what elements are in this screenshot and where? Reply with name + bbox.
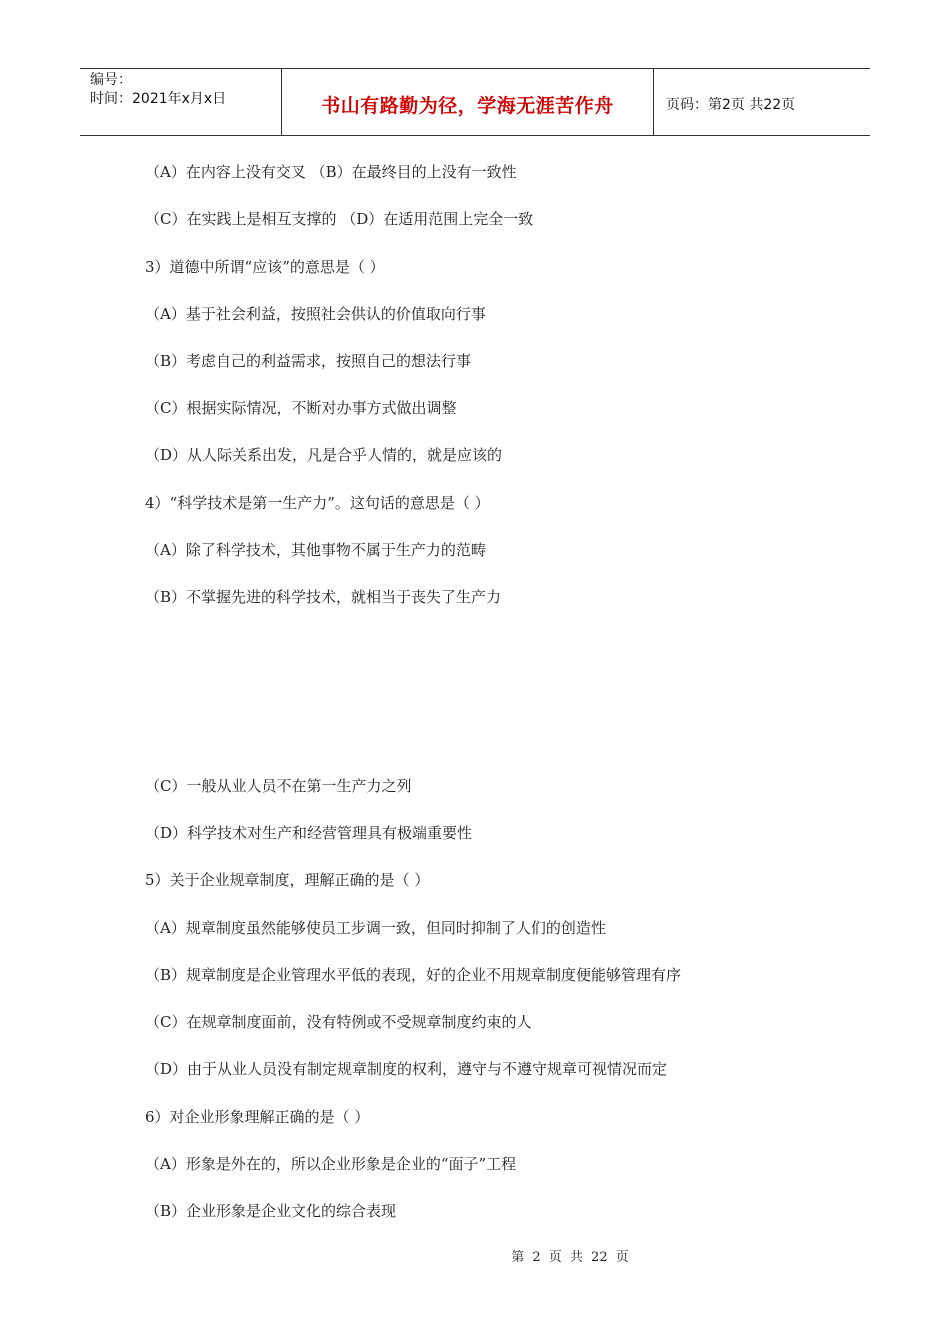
option-5c: （C）在规章制度面前，没有特例或不受规章制度约束的人	[145, 1013, 532, 1031]
option-3a: （A）基于社会利益，按照社会供认的价值取向行事	[145, 305, 486, 323]
header-meta	[80, 69, 282, 135]
question-4: 4）“科学技术是第一生产力”。这句话的意思是（ ）	[145, 494, 490, 512]
option-6b: （B）企业形象是企业文化的综合表现	[145, 1202, 397, 1220]
option-4d: （D）科学技术对生产和经营管理具有极端重要性	[145, 824, 473, 842]
option-3c: （C）根据实际情况，不断对办事方式做出调整	[145, 399, 457, 417]
text-line: （A）在内容上没有交叉 （B）在最终目的上没有一致性	[145, 163, 517, 181]
option-5d: （D）由于从业人员没有制定规章制度的权利，遵守与不遵守规章可视情况而定	[145, 1060, 668, 1078]
option-3d: （D）从人际关系出发，凡是合乎人情的，就是应该的	[145, 446, 503, 464]
option-4b: （B）不掌握先进的科学技术，就相当于丧失了生产力	[145, 588, 502, 606]
option-5b: （B）规章制度是企业管理水平低的表现，好的企业不用规章制度便能够管理有序	[145, 966, 682, 984]
option-4c: （C）一般从业人员不在第一生产力之列	[145, 777, 412, 795]
header-motto: 书山有路勤为径，学海无涯苦作舟	[282, 69, 654, 135]
document-number-label: 编号：	[90, 72, 132, 88]
question-3: 3）道德中所谓“应该”的意思是（ ）	[145, 258, 385, 276]
option-4a: （A）除了科学技术，其他事物不属于生产力的范畴	[145, 541, 486, 559]
question-5: 5）关于企业规章制度，理解正确的是（ ）	[145, 871, 430, 889]
option-6a: （A）形象是外在的，所以企业形象是企业的“面子”工程	[145, 1155, 517, 1173]
text-line: （C）在实践上是相互支撑的 （D）在适用范围上完全一致	[145, 210, 534, 228]
question-6: 6）对企业形象理解正确的是（ ）	[145, 1108, 370, 1126]
header-page-info: 页码：第2页 共22页	[666, 97, 796, 113]
document-date: 时间：2021年x月x日	[90, 91, 227, 107]
option-3b: （B）考虑自己的利益需求，按照自己的想法行事	[145, 352, 472, 370]
option-5a: （A）规章制度虽然能够使员工步调一致，但同时抑制了人们的创造性	[145, 919, 606, 937]
page-header	[80, 68, 870, 136]
page-footer: 第 2 页 共 22 页	[511, 1250, 629, 1265]
